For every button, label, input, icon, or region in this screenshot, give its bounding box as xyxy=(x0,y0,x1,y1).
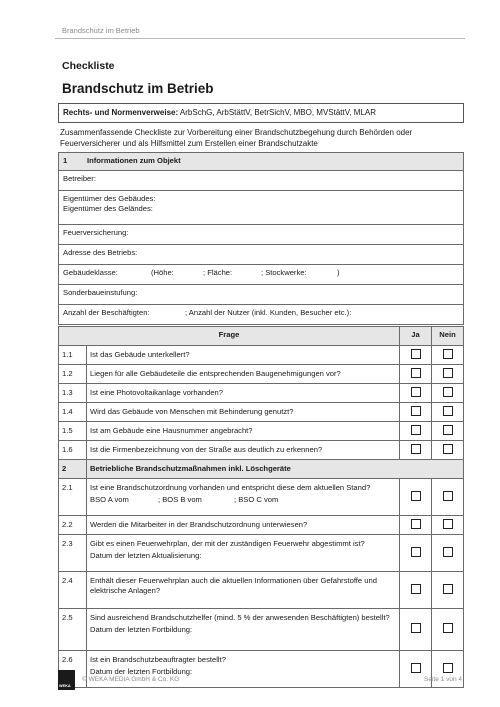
checkbox-nein[interactable] xyxy=(443,425,453,435)
column-header-ja: Ja xyxy=(400,327,432,346)
question-text-cell xyxy=(87,535,400,572)
checkbox-nein[interactable] xyxy=(443,519,453,529)
bso-a-label: BSO A vom xyxy=(90,495,129,504)
answer-nein-cell xyxy=(432,572,464,609)
checkbox-ja[interactable] xyxy=(411,663,421,673)
checkbox-nein[interactable] xyxy=(443,387,453,397)
question-text: Ist am Gebäude eine Hausnummer angebracht? xyxy=(87,422,400,441)
question-text-cell xyxy=(87,479,400,516)
field-hoehe-label: (Höhe: xyxy=(151,268,174,277)
legal-references-box xyxy=(58,103,464,123)
field-feuerversicherung-label: Feuerversicherung: xyxy=(63,228,129,237)
answer-nein-cell xyxy=(432,403,464,422)
question-row-1-2 xyxy=(59,365,464,384)
intro-text: Zusammenfassende Checkliste zur Vorbereitung einer Brandschutzbegehung durch Behörden oder Feuerversicherer und als Hilfsmittel zum Erstellen einer Brandschutzakte xyxy=(60,128,413,148)
question-number: 1.5 xyxy=(59,422,87,441)
question-subfield: Datum der letzten Aktualisierung: xyxy=(90,551,202,560)
answer-ja-cell xyxy=(400,384,432,403)
answer-ja-cell xyxy=(400,572,432,609)
field-flaeche-label: ; Fläche: xyxy=(203,268,233,277)
weka-logo xyxy=(58,670,75,690)
checkbox-ja[interactable] xyxy=(411,547,421,557)
section-1-number: 1 xyxy=(63,156,68,165)
question-text: Sind ausreichend Brandschutzhelfer (mind. 5 % der anwesenden Beschäftigten) bestellt? xyxy=(90,613,390,622)
header-rule xyxy=(55,38,465,39)
field-anzahl[interactable] xyxy=(59,305,464,325)
question-row-1-5 xyxy=(59,422,464,441)
answer-nein-cell xyxy=(432,609,464,651)
question-row-2-1 xyxy=(59,479,464,516)
section-2-title: Betriebliche Brandschutzmaßnahmen inkl. Löschgeräte xyxy=(87,460,464,479)
question-text-cell xyxy=(87,609,400,651)
question-number: 2.2 xyxy=(59,516,87,535)
field-betreiber-label: Betreiber: xyxy=(63,174,96,183)
question-number: 1.3 xyxy=(59,384,87,403)
field-beschaeftigte-label: Anzahl der Beschäftigten: xyxy=(63,308,150,317)
answer-nein-cell xyxy=(432,384,464,403)
answer-ja-cell xyxy=(400,441,432,460)
answer-nein-cell xyxy=(432,479,464,516)
checkbox-ja[interactable] xyxy=(411,623,421,633)
question-row-1-3 xyxy=(59,384,464,403)
document-kicker: Checkliste xyxy=(62,60,115,72)
question-row-2-3 xyxy=(59,535,464,572)
question-row-1-4 xyxy=(59,403,464,422)
answer-ja-cell xyxy=(400,535,432,572)
question-text: Gibt es einen Feuerwehrplan, der mit der zuständigen Feuerwehr abgestimmt ist? xyxy=(90,539,365,548)
legal-references-value: ArbSchG, ArbStättV, BetrSichV, MBO, MVStättV, MLAR xyxy=(178,108,377,117)
checkbox-ja[interactable] xyxy=(411,425,421,435)
checkbox-ja[interactable] xyxy=(411,406,421,416)
question-number: 2.4 xyxy=(59,572,87,609)
field-sonderbau[interactable] xyxy=(59,285,464,305)
answer-nein-cell xyxy=(432,516,464,535)
question-number: 1.2 xyxy=(59,365,87,384)
question-text: Ist eine Photovoltaikanlage vorhanden? xyxy=(87,384,400,403)
checkbox-ja[interactable] xyxy=(411,491,421,501)
field-close-paren: ) xyxy=(337,268,340,277)
footer-page-number: Seite 1 von 4 xyxy=(424,676,462,683)
question-number: 2.6 xyxy=(59,651,87,688)
checkbox-nein[interactable] xyxy=(443,444,453,454)
answer-ja-cell xyxy=(400,422,432,441)
answer-nein-cell xyxy=(432,365,464,384)
answer-ja-cell xyxy=(400,346,432,365)
question-number: 1.1 xyxy=(59,346,87,365)
checkbox-ja[interactable] xyxy=(411,387,421,397)
field-eigentuemer-gelaende-label: Eigentümer des Geländes: xyxy=(63,204,153,213)
checkbox-nein[interactable] xyxy=(443,368,453,378)
answer-nein-cell xyxy=(432,422,464,441)
section-1-header xyxy=(59,153,464,171)
question-number: 2.3 xyxy=(59,535,87,572)
section-2-header xyxy=(59,460,464,479)
weka-logo-text: WEKA xyxy=(59,684,71,688)
field-gebaeudeklasse-label: Gebäudeklasse: xyxy=(63,268,118,277)
field-eigentuemer[interactable] xyxy=(59,191,464,225)
answer-ja-cell xyxy=(400,403,432,422)
answer-nein-cell xyxy=(432,535,464,572)
checkbox-nein[interactable] xyxy=(443,584,453,594)
question-subfield: Datum der letzten Fortbildung: xyxy=(90,667,193,676)
question-row-2-5 xyxy=(59,609,464,651)
question-row-1-6 xyxy=(59,441,464,460)
section-1-title: Informationen zum Objekt xyxy=(87,156,181,165)
question-text: Liegen für alle Gebäudeteile die entsprechenden Baugenehmigungen vor? xyxy=(87,365,400,384)
field-stockwerke-label: ; Stockwerke: xyxy=(261,268,307,277)
question-number: 1.4 xyxy=(59,403,87,422)
field-betreiber[interactable] xyxy=(59,171,464,191)
checkbox-ja[interactable] xyxy=(411,584,421,594)
bso-c-label: ; BSO C vom xyxy=(234,495,279,504)
checkbox-ja[interactable] xyxy=(411,519,421,529)
question-text: Ist ein Brandschutzbeauftragter bestellt? xyxy=(90,655,226,664)
field-eigentuemer-gebaeude-label: Eigentümer des Gebäudes: xyxy=(63,194,156,203)
question-text: Werden die Mitarbeiter in der Brandschutzordnung unterwiesen? xyxy=(87,516,400,535)
answer-nein-cell xyxy=(432,441,464,460)
document-title: Brandschutz im Betrieb xyxy=(62,81,214,96)
field-sonderbau-label: Sonderbaueinstufung: xyxy=(63,288,138,297)
checkbox-nein[interactable] xyxy=(443,406,453,416)
checkbox-nein[interactable] xyxy=(443,623,453,633)
question-row-2-4 xyxy=(59,572,464,609)
question-text: Enthält dieser Feuerwehrplan auch die aktuellen Informationen über Gefahrstoffe und elektrische Anlagen? xyxy=(87,572,400,609)
checkbox-nein[interactable] xyxy=(443,349,453,359)
checkbox-ja[interactable] xyxy=(411,368,421,378)
question-number: 1.6 xyxy=(59,441,87,460)
field-nutzer-label: ; Anzahl der Nutzer (inkl. Kunden, Besucher etc.): xyxy=(185,308,352,317)
legal-references-label: Rechts- und Normenverweise: xyxy=(63,108,179,117)
checkbox-nein[interactable] xyxy=(443,491,453,501)
question-text: Ist das Gebäude unterkellert? xyxy=(87,346,400,365)
checkbox-nein[interactable] xyxy=(443,547,453,557)
field-adresse[interactable] xyxy=(59,245,464,265)
checkbox-ja[interactable] xyxy=(411,444,421,454)
footer-copyright: © WEKA MEDIA GmbH & Co. KG xyxy=(82,676,180,683)
question-number: 2.5 xyxy=(59,609,87,651)
answer-nein-cell xyxy=(432,346,464,365)
question-text: Wird das Gebäude von Menschen mit Behinderung genutzt? xyxy=(87,403,400,422)
answer-ja-cell xyxy=(400,365,432,384)
running-header: Brandschutz im Betrieb xyxy=(62,26,140,35)
bso-b-label: ; BOS B vom xyxy=(158,495,202,504)
object-info-table xyxy=(58,152,464,325)
field-adresse-label: Adresse des Betriebs: xyxy=(63,248,138,257)
field-gebaeudeklasse[interactable] xyxy=(59,265,464,285)
bso-fields xyxy=(90,495,396,505)
answer-ja-cell xyxy=(400,479,432,516)
checklist-table xyxy=(58,326,464,688)
checkbox-nein[interactable] xyxy=(443,663,453,673)
section-2-number: 2 xyxy=(59,460,87,479)
column-header-nein: Nein xyxy=(432,327,464,346)
question-subfield: Datum der letzten Fortbildung: xyxy=(90,625,193,634)
question-text: Ist die Firmenbezeichnung von der Straße aus deutlich zu erkennen? xyxy=(87,441,400,460)
answer-ja-cell xyxy=(400,516,432,535)
column-header-frage: Frage xyxy=(59,327,400,346)
field-feuerversicherung[interactable] xyxy=(59,225,464,245)
question-row-2-2 xyxy=(59,516,464,535)
question-number: 2.1 xyxy=(59,479,87,516)
answer-ja-cell xyxy=(400,609,432,651)
checkbox-ja[interactable] xyxy=(411,349,421,359)
question-row-1-1 xyxy=(59,346,464,365)
question-text: Ist eine Brandschutzordnung vorhanden und entspricht diese dem aktuellen Stand? xyxy=(90,483,371,492)
